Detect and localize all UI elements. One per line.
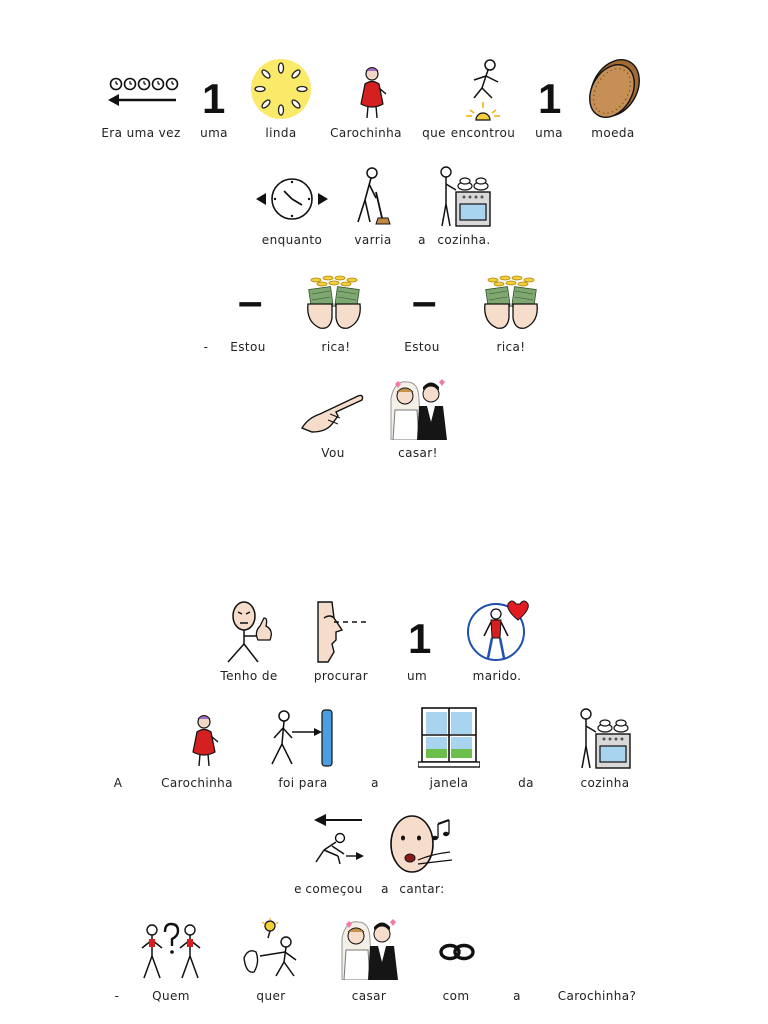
find-person-icon bbox=[462, 58, 508, 122]
clock-while-icon bbox=[254, 176, 330, 222]
word-um: um bbox=[406, 669, 428, 683]
start-icon bbox=[310, 812, 366, 868]
word-casar: casar! bbox=[398, 446, 438, 460]
carochinha-icon bbox=[356, 64, 388, 120]
want-icon bbox=[240, 918, 302, 980]
word-e: e bbox=[294, 882, 302, 896]
word-vou: Vou bbox=[321, 446, 345, 460]
hands-money-icon bbox=[304, 274, 364, 332]
word-a: a bbox=[513, 989, 521, 1003]
word-moeda: moeda bbox=[591, 126, 635, 140]
word-comecou: começou bbox=[305, 882, 363, 896]
word-procurar: procurar bbox=[313, 669, 369, 683]
word-cozinha: cozinha. bbox=[437, 233, 491, 247]
look-face-icon bbox=[312, 600, 372, 664]
word-a: A bbox=[113, 776, 123, 790]
word-dash: - bbox=[203, 340, 209, 354]
word-carochinha: Carochinha bbox=[330, 126, 402, 140]
word-marido: marido. bbox=[472, 669, 522, 683]
word-carochinha: Carochinha? bbox=[557, 989, 637, 1003]
word-a: a bbox=[418, 233, 426, 247]
coin-icon bbox=[584, 58, 642, 122]
word-a: a bbox=[371, 776, 379, 790]
word-da: da bbox=[518, 776, 534, 790]
word-varria: varria bbox=[354, 233, 392, 247]
word-com: com bbox=[442, 989, 470, 1003]
kitchen-stove-icon bbox=[578, 706, 634, 770]
word-a: a bbox=[381, 882, 389, 896]
word-foi-para: foi para bbox=[278, 776, 328, 790]
word-linda: linda bbox=[265, 126, 297, 140]
word-era-uma-vez: Era uma vez bbox=[101, 126, 181, 140]
go-to-icon bbox=[268, 708, 336, 768]
word-rica: rica! bbox=[496, 340, 526, 354]
dash-icon: – bbox=[412, 277, 437, 326]
dash-icon: – bbox=[238, 277, 263, 326]
once-upon-a-time-icon bbox=[106, 76, 180, 108]
husband-heart-icon bbox=[466, 600, 532, 662]
who-icon bbox=[138, 922, 204, 980]
hands-money-icon bbox=[481, 274, 541, 332]
word-dash: - bbox=[114, 989, 120, 1003]
word-encontrou: encontrou bbox=[450, 126, 516, 140]
word-tenho-de: Tenho de bbox=[220, 669, 278, 683]
number-one-icon: 1 bbox=[202, 75, 226, 122]
word-enquanto: enquanto bbox=[261, 233, 323, 247]
bride-groom-icon bbox=[385, 378, 451, 440]
number-one-icon: 1 bbox=[538, 75, 562, 122]
word-estou: Estou bbox=[230, 340, 266, 354]
word-quer: quer bbox=[256, 989, 286, 1003]
word-cantar: cantar: bbox=[399, 882, 445, 896]
word-que: que bbox=[422, 126, 446, 140]
word-janela: janela bbox=[429, 776, 469, 790]
must-person-icon bbox=[218, 600, 278, 664]
word-estou: Estou bbox=[404, 340, 440, 354]
window-icon bbox=[418, 706, 480, 768]
carochinha-icon bbox=[188, 712, 220, 768]
bride-groom-icon bbox=[336, 918, 402, 980]
word-carochinha: Carochinha bbox=[161, 776, 233, 790]
word-quem: Quem bbox=[152, 989, 190, 1003]
kitchen-stove-icon bbox=[438, 164, 494, 228]
word-cozinha: cozinha bbox=[580, 776, 630, 790]
word-uma: uma bbox=[200, 126, 228, 140]
sun-bright-icon bbox=[250, 58, 312, 120]
sweep-icon bbox=[348, 166, 392, 226]
word-rica: rica! bbox=[321, 340, 351, 354]
number-one-icon: 1 bbox=[408, 615, 432, 662]
with-icon bbox=[438, 942, 476, 962]
word-uma: uma bbox=[535, 126, 563, 140]
sing-icon bbox=[388, 814, 456, 876]
pointing-hand-icon bbox=[300, 388, 366, 436]
word-casar: casar bbox=[351, 989, 387, 1003]
